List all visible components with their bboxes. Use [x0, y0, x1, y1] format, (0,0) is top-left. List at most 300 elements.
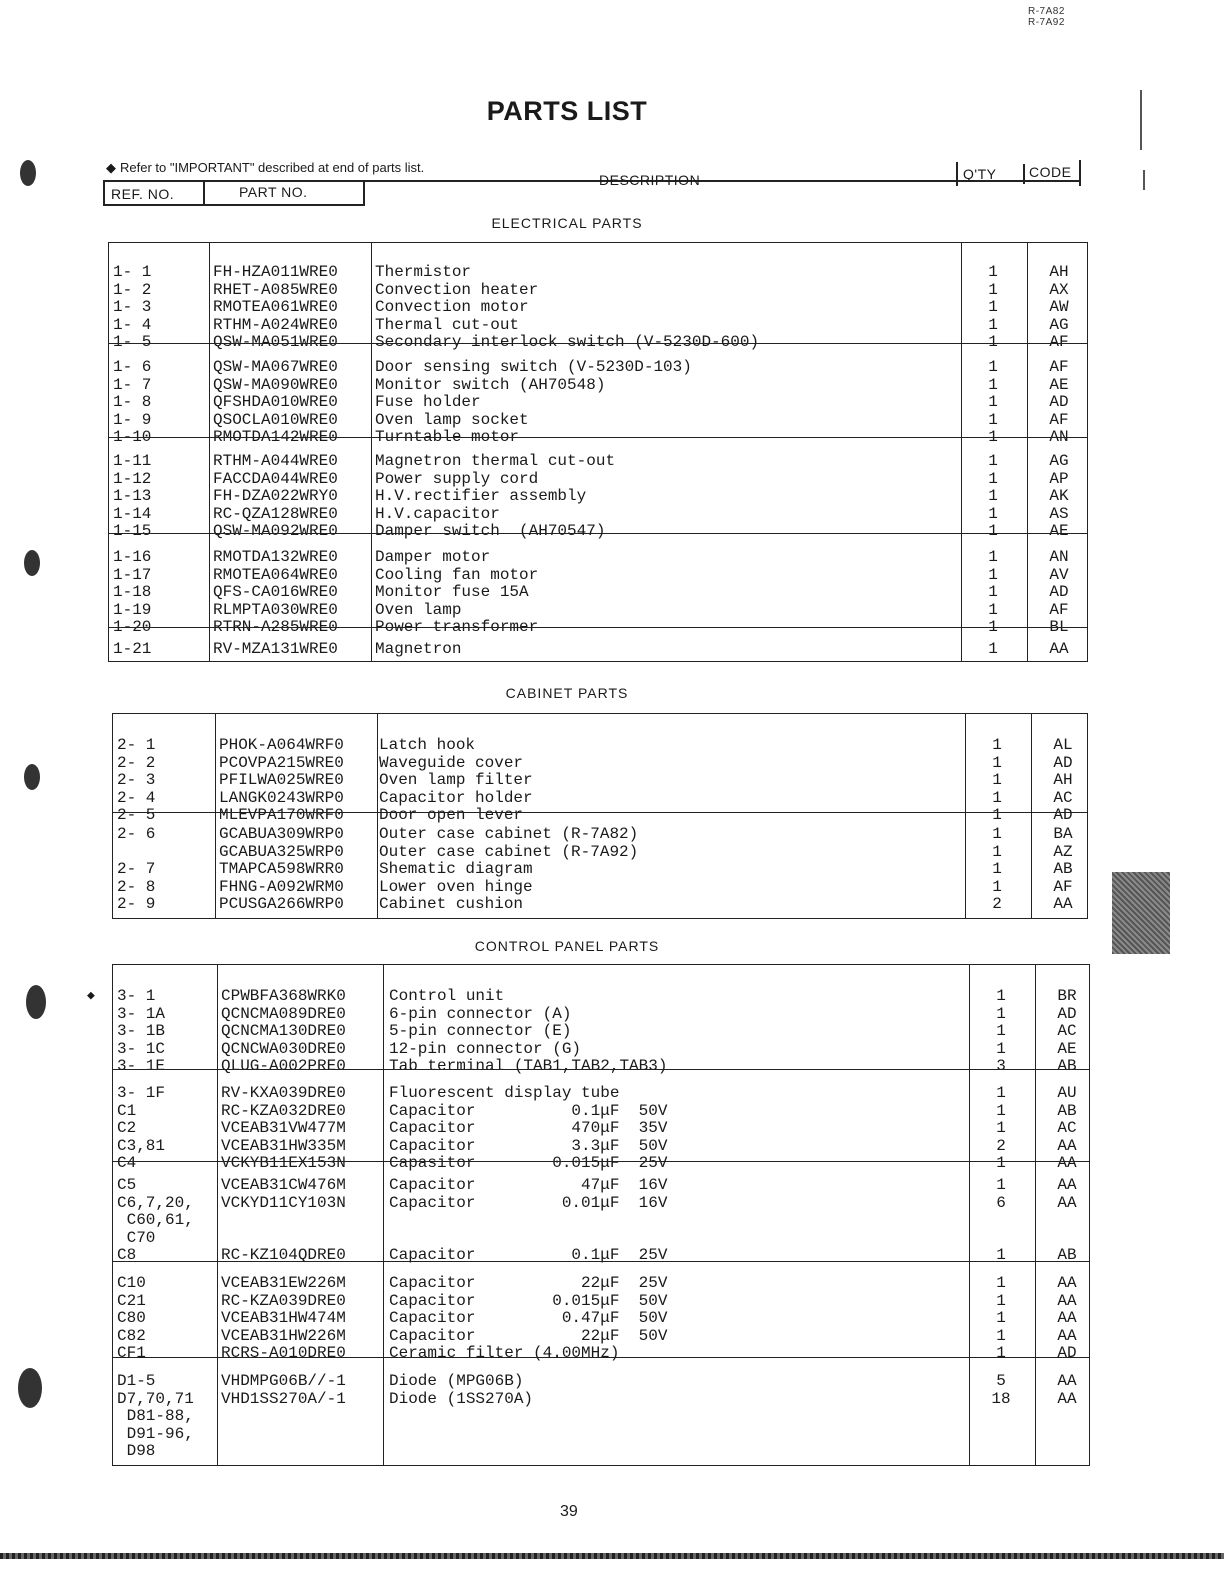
qty-cell: 1: [992, 788, 1002, 807]
part-no-cell: GCABUA309WRP0: [219, 825, 344, 843]
description-cell: Shematic diagram: [379, 860, 533, 879]
qty-cell: 1: [988, 410, 998, 429]
code-cell: AF: [1049, 600, 1069, 619]
parts-group: [109, 627, 1087, 664]
part-no-cell: RV-KXA039DRE0: [221, 1084, 346, 1102]
qty-cell: 1: [992, 771, 1002, 790]
part-no-cell: PCUSGA266WRP0: [219, 895, 344, 914]
description-cell: Capacitor 0.1μF 25V: [389, 1246, 668, 1265]
ref-no-cell: 1- 3: [113, 298, 152, 317]
part-no-cell: RC-KZA032DRE0: [221, 1101, 346, 1120]
qty-cell: 1: [996, 1101, 1006, 1120]
part-no-cell: VHDMPG06B//-1: [221, 1372, 346, 1390]
qty-cell: 1: [996, 1154, 1006, 1173]
part-no-cell: QSW-MA067WRE0: [213, 358, 338, 376]
description-cell: Magnetron: [375, 640, 462, 658]
parts-table: [112, 713, 1088, 919]
description-cell: Fluorescent display tube: [389, 1084, 620, 1102]
description-cell: Lower oven hinge: [379, 877, 533, 896]
description-cell: Magnetron thermal cut-out: [375, 452, 616, 470]
code-cell: AV: [1049, 565, 1069, 584]
code-cell: AD: [1049, 393, 1069, 412]
qty-cell: 1: [988, 263, 998, 281]
code-cell: AC: [1053, 788, 1073, 807]
diamond-icon: ◆: [106, 160, 116, 175]
description-cell: Convection motor: [375, 298, 529, 317]
page-number: 39: [560, 1503, 578, 1520]
section-title: CABINET PARTS: [505, 685, 629, 701]
table-row: [113, 1176, 1089, 1194]
index-tab-mark: [1112, 872, 1170, 954]
code-cell: AG: [1049, 452, 1069, 470]
table-row: [113, 1274, 1089, 1292]
table-row: [113, 1425, 1089, 1443]
part-no-cell: QSW-MA051WRE0: [213, 333, 338, 352]
table-row: [113, 1292, 1089, 1310]
code-cell: AE: [1057, 1039, 1077, 1058]
ref-no-cell: D81-88,: [117, 1407, 194, 1426]
part-no-cell: QFS-CA016WRE0: [213, 583, 338, 602]
code-cell: AH: [1053, 771, 1073, 790]
part-no-cell: QCNCWA030DRE0: [221, 1039, 346, 1058]
page-title: PARTS LIST: [486, 96, 648, 126]
part-no-cell: RMOTEA061WRE0: [213, 298, 338, 317]
binding-mark: [1143, 170, 1145, 190]
description-cell: Thermistor: [375, 263, 472, 281]
ref-no-cell: 2- 8: [117, 877, 156, 896]
qty-cell: 1: [988, 469, 998, 488]
binding-mark: [1140, 90, 1142, 150]
table-row: [109, 505, 1087, 523]
table-row: [87, 987, 1089, 1005]
part-no-cell: CPWBFA368WRK0: [221, 987, 346, 1005]
code-cell: AK: [1049, 487, 1069, 506]
code-cell: AB: [1057, 1101, 1077, 1120]
table-row: [113, 1119, 1089, 1137]
ref-no-cell: 1- 8: [113, 393, 152, 412]
table-row: [109, 393, 1087, 411]
description-cell: Capacitor 22μF 25V: [389, 1274, 668, 1292]
description-cell: Capacitor 470μF 35V: [389, 1119, 668, 1138]
ref-no-cell: C2: [117, 1119, 137, 1138]
ref-no-cell: 2- 5: [117, 806, 156, 825]
ref-no-cell: C60,61,: [117, 1211, 194, 1230]
part-no-cell: RMOTEA064WRE0: [213, 565, 338, 584]
ref-no-cell: 1- 6: [113, 358, 152, 376]
code-cell: AA: [1057, 1193, 1077, 1212]
part-no-cell: RTRN-A285WRE0: [213, 618, 338, 637]
table-row: [109, 263, 1087, 281]
code-cell: AD: [1057, 1344, 1077, 1363]
code-cell: AA: [1053, 895, 1073, 914]
part-no-cell: QLUG-A002PRE0: [221, 1057, 346, 1076]
part-no-cell: VCKYB11EX153N: [221, 1154, 346, 1173]
code-cell: AD: [1049, 583, 1069, 602]
qty-cell: 1: [988, 487, 998, 506]
table-row: [113, 736, 1087, 754]
part-no-cell: QCNCMA089DRE0: [221, 1004, 346, 1023]
ref-no-cell: 2- 2: [117, 753, 156, 772]
punch-hole-mark: [26, 985, 46, 1019]
part-no-cell: RC-KZ104QDRE0: [221, 1246, 346, 1265]
table-row: [113, 1084, 1089, 1102]
part-no-cell: QFSHDA010WRE0: [213, 393, 338, 412]
part-no-cell: QSOCLA010WRE0: [213, 410, 338, 429]
part-no-cell: VHD1SS270A/-1: [221, 1389, 346, 1408]
parts-group: [113, 1161, 1089, 1265]
part-no-cell: VCEAB31HW226M: [221, 1326, 346, 1345]
table-row: [113, 1194, 1089, 1212]
ref-no-cell: 1-21: [113, 640, 152, 658]
table-row: [113, 843, 1087, 861]
ref-no-cell: D7,70,71: [117, 1389, 194, 1408]
table-row: [113, 860, 1087, 878]
part-no-cell: QSW-MA092WRE0: [213, 522, 338, 541]
code-cell: AL: [1053, 736, 1073, 754]
qty-cell: 1: [988, 452, 998, 470]
code-cell: AA: [1057, 1309, 1077, 1328]
part-no-cell: GCABUA325WRP0: [219, 842, 344, 861]
parts-group: [87, 965, 1089, 1076]
description-cell: Convection heater: [375, 280, 539, 299]
description-cell: Diode (MPG06B): [389, 1372, 524, 1390]
parts-table: [87, 964, 1090, 1466]
ref-no-cell: C80: [117, 1309, 146, 1328]
qty-cell: 1: [988, 600, 998, 619]
part-no-cell: VCEAB31HW474M: [221, 1309, 346, 1328]
qty-cell: 1: [996, 1309, 1006, 1328]
qty-cell: 1: [988, 504, 998, 523]
qty-cell: 1: [988, 548, 998, 566]
description-cell: Capasitor 0.015μF 25V: [389, 1154, 668, 1173]
table-row: [109, 583, 1087, 601]
part-no-cell: VCEAB31VW477M: [221, 1119, 346, 1138]
description-cell: Damper switch (AH70547): [375, 522, 606, 541]
table-row: [109, 566, 1087, 584]
code-cell: AU: [1057, 1084, 1077, 1102]
ref-no-cell: 1-17: [113, 565, 152, 584]
ref-no-cell: CF1: [117, 1344, 146, 1363]
qty-cell: 1: [988, 393, 998, 412]
model-codes: [1028, 6, 1065, 28]
qty-cell: 1: [996, 1274, 1006, 1292]
code-cell: BR: [1057, 987, 1077, 1005]
qty-cell: 1: [992, 842, 1002, 861]
code-cell: AB: [1057, 1246, 1077, 1265]
description-cell: Monitor fuse 15A: [375, 583, 529, 602]
qty-cell: 1: [992, 860, 1002, 879]
code-cell: AW: [1049, 298, 1069, 317]
description-cell: 12-pin connector (G): [389, 1039, 582, 1058]
code-cell: AC: [1057, 1022, 1077, 1041]
code-cell: AF: [1049, 333, 1069, 352]
table-row: [109, 281, 1087, 299]
punch-hole-mark: [24, 550, 40, 576]
ref-no-cell: 3- 1C: [117, 1039, 166, 1058]
description-cell: Monitor switch (AH70548): [375, 375, 606, 394]
description-cell: Oven lamp filter: [379, 771, 533, 790]
qty-cell: 1: [992, 877, 1002, 896]
description-cell: Cooling fan motor: [375, 565, 539, 584]
table-row: [113, 1005, 1089, 1023]
table-row: [109, 452, 1087, 470]
ref-no-cell: 1-16: [113, 548, 152, 566]
part-no-cell: VCEAB31HW335M: [221, 1136, 346, 1155]
description-cell: Thermal cut-out: [375, 315, 520, 334]
qty-cell: 1: [996, 1291, 1006, 1310]
qty-cell: 1: [988, 298, 998, 317]
description-cell: Capacitor holder: [379, 788, 533, 807]
ref-no-cell: 1-18: [113, 583, 152, 602]
column-header-row: [103, 160, 1081, 206]
part-no-cell: RHET-A085WRE0: [213, 280, 338, 299]
code-cell: AD: [1053, 753, 1073, 772]
qty-cell: 1: [992, 753, 1002, 772]
description-cell: Oven lamp: [375, 600, 462, 619]
table-row: [113, 1211, 1089, 1229]
qty-cell: 1: [996, 1344, 1006, 1363]
code-cell: AA: [1049, 640, 1069, 658]
part-no-cell: RV-MZA131WRE0: [213, 640, 338, 658]
table-row: [109, 316, 1087, 334]
model-code-1: R-7A82: [1028, 6, 1065, 17]
table-row: [113, 1229, 1089, 1247]
qty-cell: 1: [992, 825, 1002, 843]
section-title: ELECTRICAL PARTS: [491, 215, 643, 231]
ref-no-cell: 1- 5: [113, 333, 152, 352]
ref-no-cell: C3,81: [117, 1136, 166, 1155]
code-cell: AA: [1057, 1176, 1077, 1194]
code-cell: AN: [1049, 428, 1069, 447]
part-no-cell: FACCDA044WRE0: [213, 469, 338, 488]
description-header: DESCRIPTION: [599, 172, 701, 188]
description-cell: Cabinet cushion: [379, 895, 524, 914]
part-no-cell: QCNCMA130DRE0: [221, 1022, 346, 1041]
code-header: CODE: [1029, 164, 1072, 180]
description-cell: Power transformer: [375, 618, 539, 637]
ref-no-cell: 1-15: [113, 522, 152, 541]
description-cell: Door sensing switch (V-5230D-103): [375, 358, 692, 376]
qty-cell: 1: [988, 315, 998, 334]
ref-no-cell: 1-10: [113, 428, 152, 447]
parts-group: [113, 1261, 1089, 1363]
part-no-cell: RTHM-A024WRE0: [213, 315, 338, 334]
ref-no-cell: 3- 1: [117, 987, 156, 1005]
parts-group: [113, 812, 1087, 921]
qty-cell: 1: [996, 1246, 1006, 1265]
part-no-cell: RCRS-A010DRE0: [221, 1344, 346, 1363]
code-cell: AH: [1049, 263, 1069, 281]
description-cell: Capacitor 0.47μF 50V: [389, 1309, 668, 1328]
ref-no-cell: 2- 7: [117, 860, 156, 879]
description-cell: Capacitor 0.015μF 50V: [389, 1291, 668, 1310]
qty-cell: 2: [992, 895, 1002, 914]
table-row: [113, 1390, 1089, 1408]
part-no-cell: RC-QZA128WRE0: [213, 504, 338, 523]
code-cell: AF: [1053, 877, 1073, 896]
ref-no-cell: 2- 4: [117, 788, 156, 807]
ref-no-cell: 1-20: [113, 618, 152, 637]
description-cell: Diode (1SS270A): [389, 1389, 534, 1408]
ref-no-cell: 1- 9: [113, 410, 152, 429]
table-row: [113, 1327, 1089, 1345]
description-cell: Turntable motor: [375, 428, 520, 447]
ref-no-header: REF. NO.: [111, 186, 175, 202]
part-no-cell: RMOTDA132WRE0: [213, 548, 338, 566]
code-cell: AA: [1057, 1154, 1077, 1173]
ref-no-cell: 3- 1A: [117, 1004, 166, 1023]
code-cell: BL: [1049, 618, 1069, 637]
table-row: [113, 771, 1087, 789]
code-cell: AA: [1057, 1326, 1077, 1345]
table-row: [113, 1022, 1089, 1040]
ref-no-cell: C8: [117, 1246, 137, 1265]
code-cell: AB: [1053, 860, 1073, 879]
model-code-2: R-7A92: [1028, 17, 1065, 28]
qty-cell: 1: [996, 1119, 1006, 1138]
part-no-cell: QSW-MA090WRE0: [213, 375, 338, 394]
qty-cell: 5: [996, 1372, 1006, 1390]
table-row: [109, 376, 1087, 394]
punch-hole-mark: [20, 160, 36, 186]
code-cell: AS: [1049, 504, 1069, 523]
parts-group: [109, 343, 1087, 447]
description-cell: Capacitor 0.01μF 16V: [389, 1193, 668, 1212]
table-row: [113, 1372, 1089, 1390]
description-cell: Capacitor 47μF 16V: [389, 1176, 668, 1194]
description-cell: Oven lamp socket: [375, 410, 529, 429]
part-no-cell: FHNG-A092WRM0: [219, 877, 344, 896]
table-row: [113, 1309, 1089, 1327]
table-row: [109, 601, 1087, 619]
part-no-cell: MLEVPA170WRF0: [219, 806, 344, 825]
ref-no-cell: 2- 6: [117, 825, 156, 843]
table-row: [113, 878, 1087, 896]
ref-no-cell: 1- 4: [113, 315, 152, 334]
ref-no-cell: 1-19: [113, 600, 152, 619]
ref-no-cell: D1-5: [117, 1372, 156, 1390]
table-row: [109, 358, 1087, 376]
description-cell: Fuse holder: [375, 393, 481, 412]
part-no-header: PART NO.: [239, 184, 308, 200]
ref-no-cell: D91-96,: [117, 1424, 194, 1443]
qty-cell: 1: [988, 428, 998, 447]
description-cell: Capacitor 0.1μF 50V: [389, 1101, 668, 1120]
description-cell: Waveguide cover: [379, 753, 524, 772]
table-row: [113, 1102, 1089, 1120]
important-diamond-icon: ◆: [87, 988, 95, 1003]
ref-no-cell: C10: [117, 1274, 146, 1292]
table-row: [113, 1407, 1089, 1425]
part-no-cell: PHOK-A064WRF0: [219, 736, 344, 754]
description-cell: 6-pin connector (A): [389, 1004, 572, 1023]
qty-cell: 1: [988, 358, 998, 376]
qty-cell: 3: [996, 1057, 1006, 1076]
ref-no-cell: C4: [117, 1154, 137, 1173]
part-no-cell: TMAPCA598WRR0: [219, 860, 344, 879]
ref-no-cell: 2- 9: [117, 895, 156, 914]
description-cell: Latch hook: [379, 736, 476, 754]
qty-cell: 1: [988, 640, 998, 658]
table-row: [113, 1040, 1089, 1058]
parts-table: [108, 242, 1088, 662]
description-cell: Damper motor: [375, 548, 491, 566]
qty-cell: 1: [996, 987, 1006, 1005]
parts-group: [109, 437, 1087, 541]
code-cell: AA: [1057, 1291, 1077, 1310]
ref-no-cell: 1- 1: [113, 263, 152, 281]
part-no-cell: PCOVPA215WRE0: [219, 753, 344, 772]
section-title: CONTROL PANEL PARTS: [474, 938, 660, 954]
part-no-cell: FH-HZA011WRE0: [213, 263, 338, 281]
description-cell: Capacitor 22μF 50V: [389, 1326, 668, 1345]
description-cell: H.V.rectifier assembly: [375, 487, 587, 506]
code-cell: AD: [1053, 806, 1073, 825]
table-row: [113, 789, 1087, 807]
qty-cell: 18: [991, 1389, 1011, 1408]
ref-no-cell: 1- 7: [113, 375, 152, 394]
qty-cell: 1: [996, 1084, 1006, 1102]
qty-cell: 1: [996, 1039, 1006, 1058]
description-cell: Outer case cabinet (R-7A82): [379, 825, 639, 843]
parts-group: [109, 243, 1087, 352]
table-row: [109, 470, 1087, 488]
ref-no-cell: C21: [117, 1291, 146, 1310]
table-row: [113, 895, 1087, 913]
part-no-cell: RC-KZA039DRE0: [221, 1291, 346, 1310]
code-cell: AZ: [1053, 842, 1073, 861]
ref-no-cell: C5: [117, 1176, 137, 1194]
qty-header: Q'TY: [963, 166, 997, 182]
part-no-cell: RMOTDA142WRE0: [213, 428, 338, 447]
important-note-text: Refer to "IMPORTANT" described at end of parts list.: [120, 160, 425, 175]
table-row: [113, 1137, 1089, 1155]
code-cell: AD: [1057, 1004, 1077, 1023]
qty-cell: 2: [996, 1136, 1006, 1155]
ref-no-cell: C82: [117, 1326, 146, 1345]
qty-cell: 1: [988, 280, 998, 299]
parts-group: [113, 1069, 1089, 1173]
ref-no-cell: 3- 1B: [117, 1022, 166, 1041]
description-cell: Ceramic filter (4.00MHz): [389, 1344, 620, 1363]
description-cell: 5-pin connector (E): [389, 1022, 572, 1041]
parts-group: [113, 714, 1087, 825]
ref-no-cell: C1: [117, 1101, 137, 1120]
ref-no-cell: 2- 3: [117, 771, 156, 790]
description-cell: Tab terminal (TAB1,TAB2,TAB3): [389, 1057, 668, 1076]
code-cell: AF: [1049, 358, 1069, 376]
qty-cell: 1: [988, 583, 998, 602]
ref-no-cell: C6,7,20,: [117, 1193, 194, 1212]
page-bottom-edge: [0, 1553, 1224, 1559]
table-row: [109, 548, 1087, 566]
ref-no-cell: 1-13: [113, 487, 152, 506]
ref-no-cell: 3- 1E: [117, 1057, 166, 1076]
ref-no-cell: 2- 1: [117, 736, 156, 754]
qty-cell: 1: [996, 1326, 1006, 1345]
ref-no-cell: 1- 2: [113, 280, 152, 299]
description-cell: Power supply cord: [375, 469, 539, 488]
code-cell: AA: [1057, 1274, 1077, 1292]
code-cell: AA: [1057, 1389, 1077, 1408]
qty-cell: 1: [996, 1004, 1006, 1023]
table-row: [109, 487, 1087, 505]
punch-hole-mark: [24, 764, 40, 790]
part-no-cell: VCKYD11CY103N: [221, 1193, 346, 1212]
table-row: [109, 298, 1087, 316]
ref-no-cell: 3- 1F: [117, 1084, 166, 1102]
qty-cell: 1: [996, 1176, 1006, 1194]
